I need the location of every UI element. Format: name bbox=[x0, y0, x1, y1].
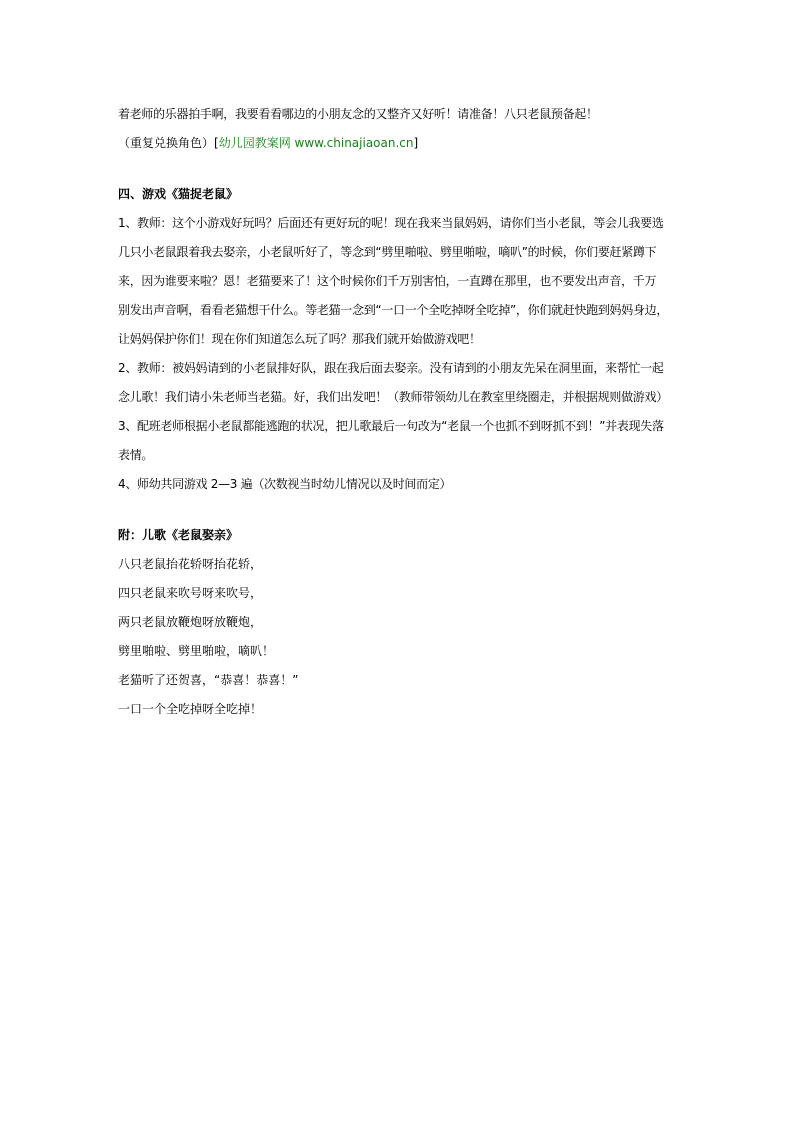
section-4-heading: 四、游戏《猫捉老鼠》 bbox=[118, 187, 239, 201]
song-line-2: 四只老鼠来吹号呀来吹号， bbox=[118, 586, 263, 600]
section-4-line-2: 几只小老鼠跟着我去娶亲，小老鼠听好了，等念到“劈里啪啦、劈里啪啦，嘀叭”的时候，你们要赶紧蹲下 bbox=[118, 245, 657, 259]
document-page bbox=[118, 100, 678, 724]
section-4-line-6: 2、教师：被妈妈请到的小老鼠排好队，跟在我后面去娶亲。没有请到的小朋友先呆在洞里面，来帮忙一起 bbox=[118, 361, 664, 375]
song-line-3: 两只老鼠放鞭炮呀放鞭炮， bbox=[118, 615, 263, 629]
section-4-line-4: 别发出声音啊，看看老猫想干什么。等老猫一念到“一口一个全吃掉呀全吃掉”，你们就赶快跑到妈妈身边， bbox=[118, 303, 669, 317]
section-4-line-10: 4、师幼共同游戏 2—3 遍（次数视当时幼儿情况以及时间而定） bbox=[118, 477, 452, 491]
intro-line-2-prefix: （重复兑换角色）[ bbox=[118, 136, 219, 150]
intro-line-2-suffix: ] bbox=[413, 136, 419, 150]
section-4-line-3: 来，因为谁要来啦？恩！老猫要来了！这个时候你们千万别害怕，一直蹲在那里，也不要发出声音，千万 bbox=[118, 274, 657, 288]
appendix-heading: 附：儿歌《老鼠娶亲》 bbox=[118, 528, 239, 542]
source-link[interactable]: 幼儿园教案网 www.chinajiaoan.cn bbox=[218, 136, 414, 150]
song-line-6: 一口一个全吃掉呀全吃掉！ bbox=[118, 702, 263, 716]
section-4-line-1: 1、教师：这个小游戏好玩吗？后面还有更好玩的呢！现在我来当鼠妈妈，请你们当小老鼠，等会儿我要选 bbox=[118, 216, 664, 230]
section-4-line-5: 让妈妈保护你们！现在你们知道怎么玩了吗？那我们就开始做游戏吧！ bbox=[118, 332, 481, 346]
spacer bbox=[118, 499, 678, 521]
song-line-4: 劈里啪啦、劈里啪啦，嘀叭！ bbox=[118, 644, 275, 658]
section-4-line-9: 表情。 bbox=[118, 448, 154, 462]
spacer bbox=[118, 158, 678, 180]
song-line-5: 老猫听了还贺喜，“恭喜！恭喜！” bbox=[118, 673, 299, 687]
intro-line-1: 着老师的乐器拍手啊，我要看看哪边的小朋友念的又整齐又好听！请准备！八只老鼠预备起！ bbox=[118, 107, 598, 121]
section-4-line-7: 念儿歌！我们请小朱老师当老猫。好，我们出发吧！（教师带领幼儿在教室里绕圈走，并根据规则做游戏） bbox=[118, 390, 668, 404]
intro-line-2 bbox=[118, 129, 678, 158]
song-line-1: 八只老鼠抬花轿呀抬花轿， bbox=[118, 557, 263, 571]
section-4-line-8: 3、配班老师根据小老鼠都能逃跑的状况，把儿歌最后一句改为“老鼠一个也抓不到呀抓不到！”并表现失落 bbox=[118, 419, 664, 433]
